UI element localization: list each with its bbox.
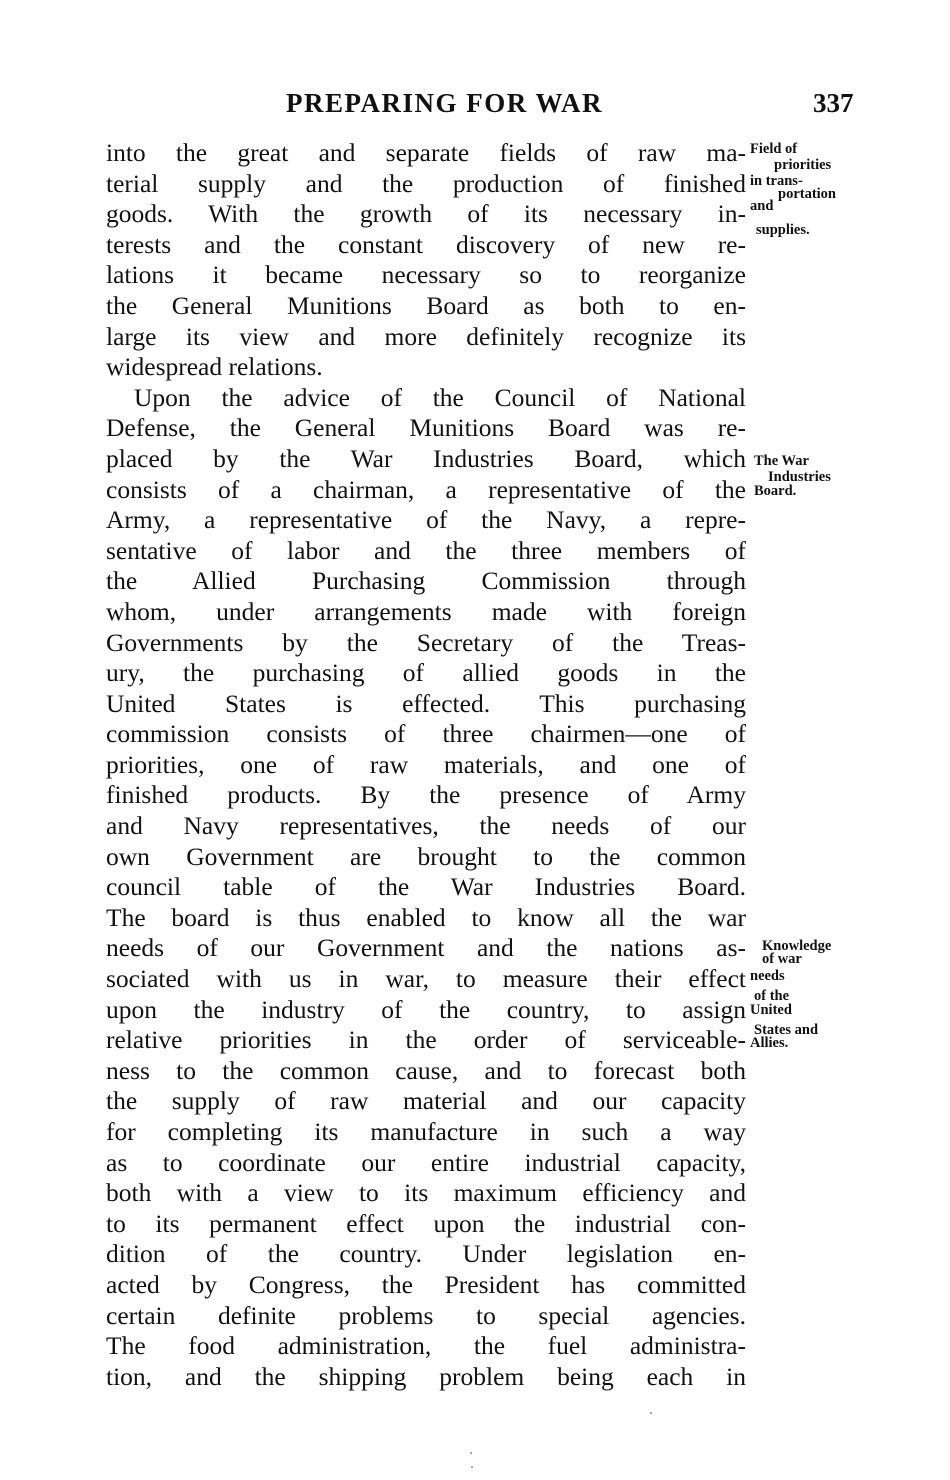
sidenote-line: in trans- — [750, 173, 803, 189]
sidenote-line: Knowledge — [762, 938, 832, 954]
body-text — [106, 138, 746, 1392]
text-line: large its view and more definitely recognize its — [106, 321, 746, 351]
sidenote-line: and — [750, 198, 774, 214]
text-line: widespread relations. — [106, 352, 323, 382]
text-line: tion, and the shipping problem being each in — [106, 1361, 746, 1391]
paragraph-start-line: Upon the advice of the Council of National — [134, 382, 746, 412]
text-line: for completing its manufacture in such a way — [106, 1117, 746, 1146]
sidenote-line: Industries — [768, 469, 831, 485]
text-line: needs of our Government and the nations as- — [106, 933, 746, 963]
text-line: certain definite problems to special agencies. — [106, 1300, 746, 1330]
speck — [471, 1466, 473, 1468]
text-line: both with a view to its maximum efficiency and — [106, 1178, 746, 1208]
text-line: sociated with us in war, to measure their effect — [106, 964, 746, 994]
text-line: ness to the common cause, and to forecast both — [106, 1055, 746, 1085]
sidenote-line: priorities — [774, 157, 832, 173]
text-line: council table of the War Industries Board. — [106, 872, 746, 902]
text-line: the supply of raw material and our capacity — [106, 1086, 746, 1116]
sidenote-line: Field of — [750, 141, 798, 157]
text-line: sentative of labor and the three members of — [106, 535, 746, 565]
text-line: upon the industry of the country, to assign — [106, 994, 746, 1024]
speck — [470, 1452, 472, 1454]
sidenote-line: The War — [754, 453, 809, 469]
text-line: dition of the country. Under legislation en- — [106, 1239, 746, 1269]
text-line: Army, a representative of the Navy, a repre- — [106, 505, 746, 535]
text-line: into the great and separate fields of raw ma- — [106, 138, 746, 167]
text-line: finished products. By the presence of Army — [106, 780, 746, 810]
text-line: Governments by the Secretary of the Treas- — [106, 627, 746, 657]
sidenote-line: States and — [754, 1022, 819, 1038]
text-line: The food administration, the fuel administra- — [106, 1331, 746, 1361]
text-line: commission consists of three chairmen—one of — [106, 719, 746, 749]
text-line: ury, the purchasing of allied goods in the — [106, 658, 746, 688]
sidenote-line: supplies. — [756, 222, 810, 238]
text-line: terial supply and the production of finished — [106, 168, 746, 198]
text-line: placed by the War Industries Board, which — [106, 443, 746, 473]
text-line: relative priorities in the order of serviceable- — [106, 1025, 746, 1055]
text-line: consists of a chairman, a representative of the — [106, 474, 746, 504]
text-line: terests and the constant discovery of new re- — [106, 229, 746, 259]
text-line: acted by Congress, the President has committed — [106, 1269, 746, 1299]
sidenote-war-industries-board — [754, 453, 872, 499]
sidenote-line: Allies. — [750, 1035, 789, 1051]
text-line: and Navy representatives, the needs of our — [106, 811, 746, 841]
text-line: United States is effected. This purchasing — [106, 688, 746, 718]
sidenote-line: needs — [750, 968, 785, 984]
text-line: The board is thus enabled to know all the war — [106, 902, 746, 932]
speck — [650, 1412, 652, 1414]
sidenote-line: Board. — [754, 483, 797, 499]
text-line: lations it became necessary so to reorganize — [106, 260, 746, 290]
sidenote-line: of war — [762, 951, 802, 967]
sidenote-line: United — [750, 1002, 792, 1018]
sidenote-priorities — [750, 141, 868, 238]
text-line: as to coordinate our entire industrial capacity, — [106, 1147, 746, 1177]
text-line: own Government are brought to the common — [106, 841, 746, 871]
sidenote-knowledge-of-war-needs — [750, 938, 868, 1051]
text-line: Defense, the General Munitions Board was re- — [106, 413, 746, 443]
page-number: 337 — [813, 88, 854, 118]
sidenote-line: portation — [778, 186, 836, 202]
running-title: PREPARING FOR WAR — [286, 88, 604, 118]
text-line: priorities, one of raw materials, and one of — [106, 749, 746, 779]
sidenote-line: of the — [754, 988, 790, 1004]
text-line: the Allied Purchasing Commission through — [106, 566, 746, 596]
text-line: to its permanent effect upon the industrial con- — [106, 1208, 746, 1238]
text-line: goods. With the growth of its necessary in- — [106, 199, 746, 229]
text-line: whom, under arrangements made with foreign — [106, 596, 746, 626]
text-line: the General Munitions Board as both to en- — [106, 290, 746, 320]
